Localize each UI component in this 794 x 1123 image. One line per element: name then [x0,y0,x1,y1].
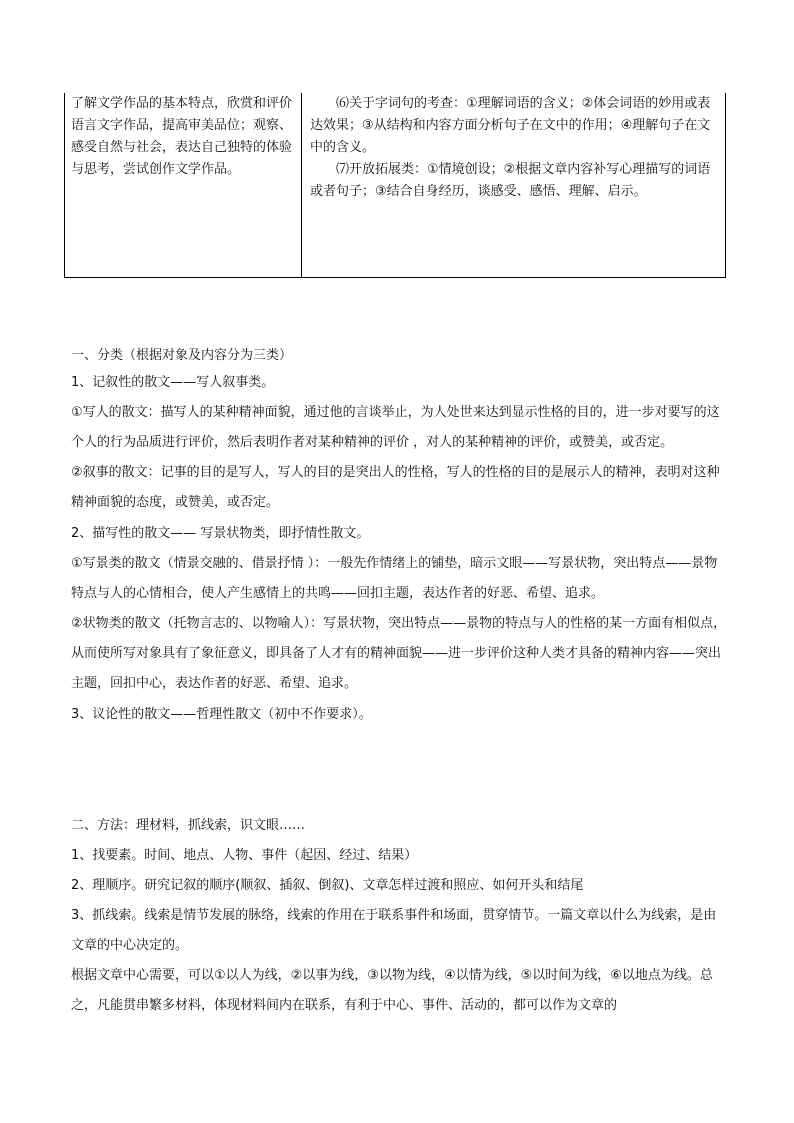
section-1-heading: 一、分类（根据对象及内容分为三类） [71,348,293,363]
right-cell-item-7: ⑺开放拓展类：①情境创设；②根据文章内容补写心理描写的词语或者句子；③结合自身经历，谈感受、感悟、理解、启示。 [310,162,711,199]
section-classification [71,345,727,726]
table-left-cell [65,93,302,277]
table-right-cell [302,93,725,277]
section-2-item-4: 根据文章中心需要，可以①以人为线，②以事为线，③以物为线，④以情为线，⑤以时间为线，⑥以地点为线。总之，凡能贯串繁多材料，体现材料间内在联系，有利于中心、事件、活动的，都可以作为文章的 [71,968,713,1013]
section-1-item-5: ①写景类的散文（情景交融的、借景抒情 ）：一般先作情绪上的铺垫，暗示文眼——写景状物，突出特点——景物特点与人的心情相合，使人产生感情上的共鸣——回扣主题，表达作者的好恶、希望、追求。 [71,556,718,601]
section-2-item-1: 1、找要素。时间、地点、人物、事件（起因、经过、结果） [71,848,418,863]
section-methods [71,815,727,1021]
section-1-item-7: 3、议论性的散文——哲理性散文（初中不作要求）。 [71,707,372,722]
right-cell-item-6: ⑹关于字词句的考查：①理解词语的含义；②体会词语的妙用或表达效果；③从结构和内容方面分析句子在文中的作用；④理解句子在文中的含义。 [310,96,711,155]
section-2-item-2: 2、理顺序。研究记叙的顺序(顺叙、插叙、倒叙)、文章怎样过渡和照应、如何开头和结尾 [71,878,584,893]
section-1-item-1: 1、记叙性的散文——写人叙事类。 [71,375,275,390]
section-2-heading: 二、方法：理材料，抓线索，识文眼…… [71,818,306,833]
section-1-item-2: ①写人的散文：描写人的某种精神面貌，通过他的言谈举止，为人处世来达到显示性格的目的，进一步对要写的这个人的行为品质进行评价，然后表明作者对某种精神的评价 ，对人的某种精神的评价，或赞美，或否定。 [71,405,720,450]
section-1-item-3: ②叙事的散文：记事的目的是写人，写人的目的是突出人的性格，写人的性格的目的是展示人的精神，表明对这种精神面貌的态度，或赞美，或否定。 [71,465,720,510]
section-1-item-4: 2、描写性的散文—— 写景状物类，即抒情性散文。 [71,526,370,541]
section-1-item-6: ②状物类的散文（托物言志的、以物喻人）：写景状物，突出特点——景物的特点与人的性格的某一方面有相似点，从而使所写对象具有了象征意义，即具备了人才有的精神面貌——进一步评价这种人类才具备的精神内容——突出主题，回扣中心，表达作者的好恶、希望、追求。 [71,616,727,691]
standards-table [64,93,726,278]
section-2-item-3: 3、抓线索。线索是情节发展的脉络，线索的作用在于联系事件和场面，贯穿情节。一篇文章以什么为线索，是由文章的中心决定的。 [71,908,717,953]
left-cell-text: 了解文学作品的基本特点，欣赏和评价语言文字作品，提高审美品位；观察、感受自然与社会，表达自己独特的体验与思考，尝试创作文学作品。 [71,96,293,177]
